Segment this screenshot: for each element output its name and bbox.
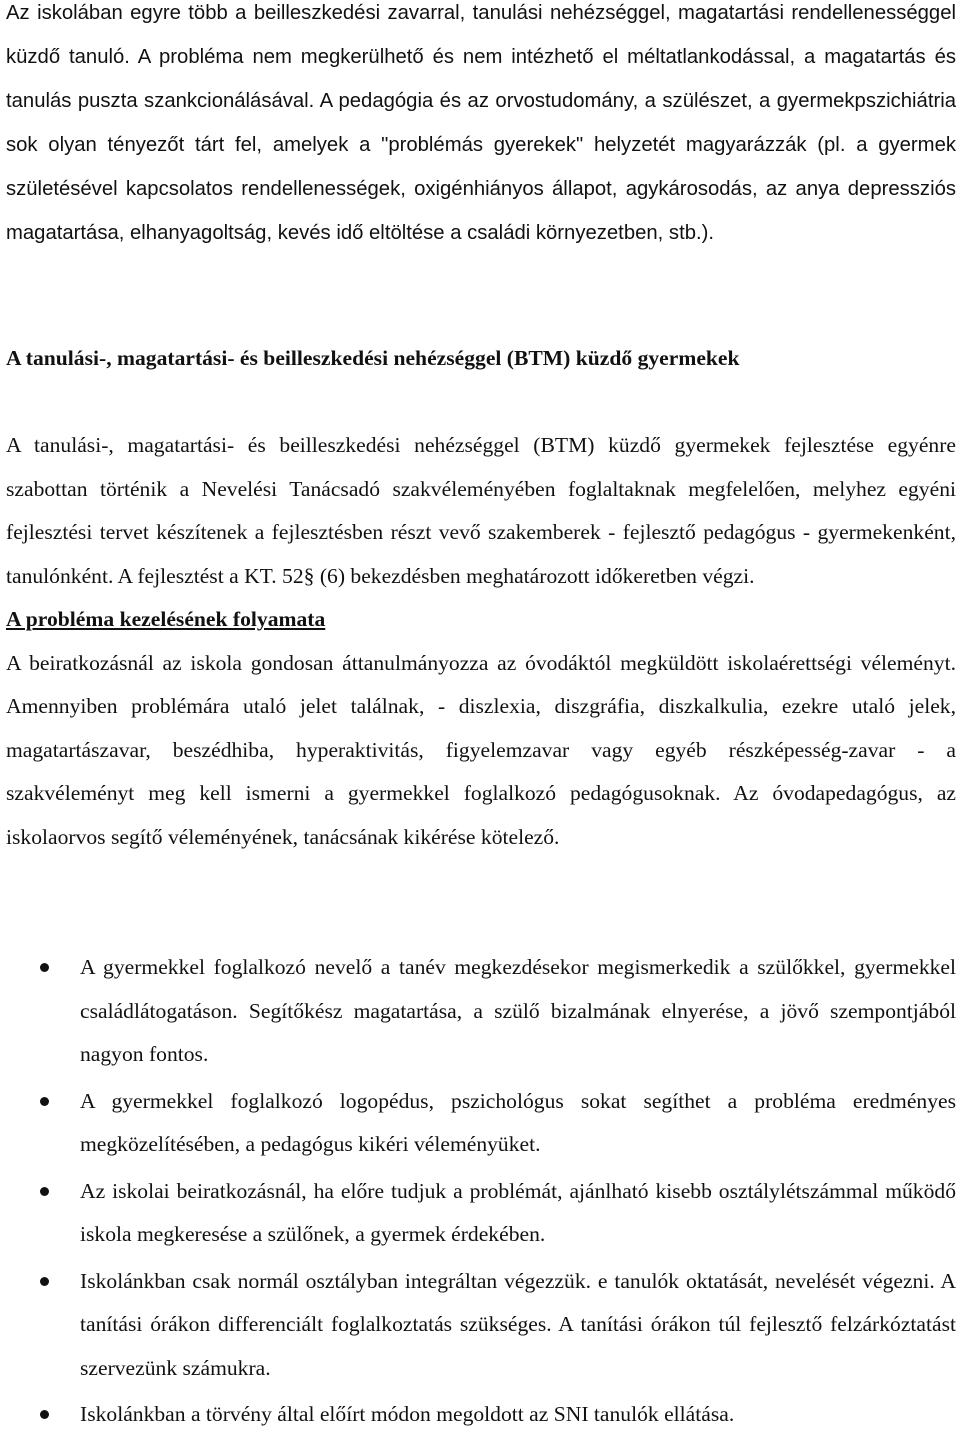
btm-paragraph: A tanulási-, magatartási- és beilleszkedési nehézséggel (BTM) küzdő gyermekek fejlesztése egyénre szabottan történik a Nevelési Tanácsadó szakvéleményében foglaltaknak megfelelően, melyhez egyéni fejlesztési tervet készítenek a fejlesztésben részt vevő szakemberek - fejlesztő pedagógus - gyermekenként, tanulónként. A fejlesztést a KT. 52§ (6) bekezdésben meghatározott időkeretben végzi. bbox=[6, 433, 956, 588]
process-heading: A probléma kezelésének folyamata bbox=[6, 607, 326, 631]
btm-section bbox=[6, 424, 956, 859]
bullet-icon bbox=[40, 1410, 49, 1419]
btm-heading: A tanulási-, magatartási- és beilleszkedési nehézséggel (BTM) küzdő gyermekek bbox=[6, 346, 740, 370]
list-item bbox=[6, 1080, 956, 1167]
list-item-text: Az iskolai beiratkozásnál, ha előre tudjuk a problémát, ajánlható kisebb osztálylétszámmal működő iskola megkeresése a szülőnek, a gyermek érdekében. bbox=[80, 1178, 956, 1246]
bullet-icon bbox=[40, 1097, 49, 1106]
intro-paragraph: Az iskolában egyre több a beilleszkedési zavarral, tanulási nehézséggel, magatartási rendellenességgel küzdő tanuló. A probléma nem megkerülhető és nem intézhető el méltatlankodással, a magatartás és tanulás puszta szankcionálásával. A pedagógia és az orvostudomány, a szülészet, a gyermekpszichiátria sok olyan tényezőt tárt fel, amelyek a "problémás gyerekek" helyzetét magyarázzák (pl. a gyermek születésével kapcsolatos rendellenességek, oxigénhiányos állapot, agykárosodás, az anya depressziós magatartása, elhanyagoltság, kevés idő eltöltése a családi környezetben, stb.). bbox=[6, 2, 956, 244]
bullet-icon bbox=[40, 1277, 49, 1286]
list-item-text: Iskolánkban csak normál osztályban integráltan végezzük. e tanulók oktatását, nevelését végezni. A tanítási órákon differenciált foglalkoztatás szükséges. A tanítási órákon túl fejlesztő felzárkóztatást szervezünk számukra. bbox=[80, 1268, 956, 1380]
list-item bbox=[6, 1260, 956, 1391]
process-paragraph: A beiratkozásnál az iskola gondosan áttanulmányozza az óvodáktól megküldött iskolaérettségi véleményt. Amennyiben problémára utaló jelet találnak, - diszlexia, diszgráfia, diszkalkulia, ezekre utaló jelek, magatartászavar, beszédhiba, hyperaktivitás, figyelemzavar vagy egyéb részképesség-zavar - a szakvéleményt meg kell ismerni a gyermekkel foglalkozó pedagógusoknak. Az óvodapedagógus, az iskolaorvos segítő véleményének, tanácsának kikérése kötelező. bbox=[6, 650, 956, 849]
list-item bbox=[6, 946, 956, 1077]
list-item-text: A gyermekkel foglalkozó nevelő a tanév megkezdésekor megismerkedik a szülőkkel, gyermekkel családlátogatáson. Segítőkész magatartása, a szülő bizalmának elnyerése, a jövő szempontjából nagyon fontos. bbox=[80, 955, 956, 1066]
bullet-icon bbox=[40, 963, 49, 972]
list-item-text: Iskolánkban a törvény által előírt módon megoldott az SNI tanulók ellátása. bbox=[80, 1402, 735, 1426]
list-item bbox=[6, 1393, 956, 1437]
list-item bbox=[6, 1170, 956, 1257]
bullet-icon bbox=[40, 1187, 49, 1196]
document-page bbox=[6, 0, 956, 1426]
bullet-list bbox=[6, 946, 956, 1440]
list-item-text: A gyermekkel foglalkozó logopédus, pszichológus sokat segíthet a probléma eredményes megközelítésében, a pedagógus kikéri véleményüket. bbox=[80, 1088, 956, 1156]
